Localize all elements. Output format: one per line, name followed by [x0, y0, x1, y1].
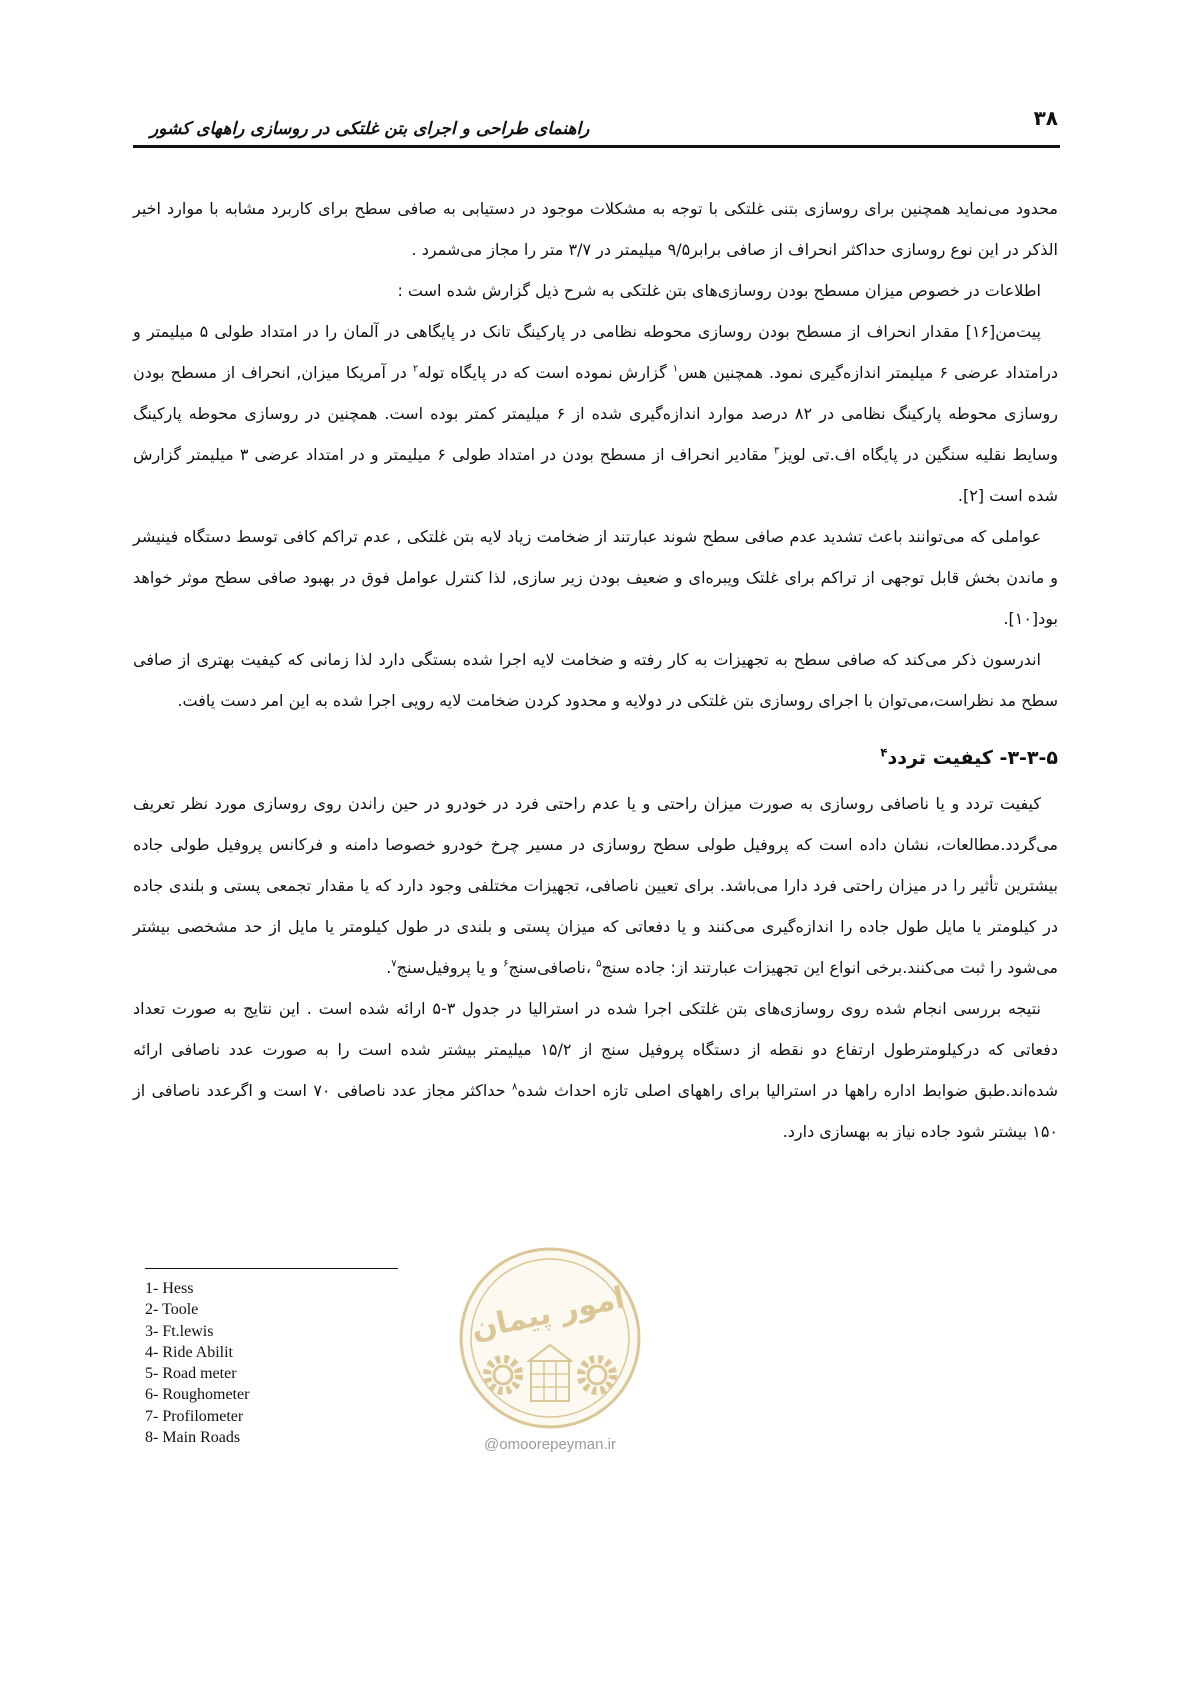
section-heading-text: ۳-۳-۵- کیفیت تردد [887, 747, 1058, 769]
paragraph-ride-quality [133, 783, 1058, 988]
footnote-ref-marker: ۴ [880, 745, 888, 760]
paragraph-text: و یا پروفیل‌سنج [396, 958, 504, 977]
paragraph-text: حداکثر مجاز عدد ناصافی ۷۰ است و اگرعدد ناصافی از ۱۵۰ بیشتر شود جاده نیاز به بهسازی دارد. [133, 1081, 1058, 1141]
paragraph-australia-results [133, 988, 1058, 1152]
footnote-list [145, 1278, 1058, 1448]
paragraph-anderson: اندرسون ذکر می‌کند که صافی سطح به تجهیزات به کار رفته و ضخامت لایه اجرا شده بستگی دارد لذا زمانی که کیفیت بهتری از صافی سطح مد نظراست،می‌توان با اجرای روسازی بتن غلتکی در دولایه و محدود کردن ضخامت لایه رویی اجرا شده به این امر دست یافت. [133, 650, 1058, 710]
paragraph-text: ،ناصافی‌سنج [508, 958, 597, 977]
footnote-item: 7- Profilometer [145, 1407, 244, 1425]
running-title: راهنمای طراحی و اجرای بتن غلتکی در روسازی راههای کشور [150, 119, 590, 139]
footnote-item: 8- Main Roads [145, 1429, 241, 1447]
footnote-item: 6- Roughometer [145, 1386, 250, 1404]
footnote-item: 3- Ft.lewis [145, 1322, 214, 1340]
footnote-ref-marker: ۷ [391, 958, 397, 970]
footnote-ref-marker: ۲ [412, 363, 419, 375]
page-content [133, 188, 1058, 1448]
paragraph-flatness-intro: اطلاعات در خصوص میزان مسطح بودن روسازی‌های بتن غلتکی به شرح ذیل گزارش شده است : [397, 281, 1041, 300]
paragraph-text: نتیجه بررسی انجام شده روی روسازی‌های بتن غلتکی اجرا شده در استرالیا در جدول ۳-۵ ارائه شده است . این نتایج به صورت تعداد دفعاتی که درکیلومترطول ارتفاع دو نقطه از دستگاه پروفیل سنج از ۱۵/۲ میلیمتر بیشتر شده است را به صورت عدد ناصافی ارائه شده‌اند.طبق ضوابط اداره راهها در استرالیا برای راههای اصلی تازه احداث شده [133, 999, 1059, 1100]
paragraph-continued: محدود می‌نماید همچنین برای روسازی بتنی غلتکی با توجه به مشکلات موجود در دستیابی به صافی سطح برای کاربرد مشابه با موارد اخیر الذکر در این نوع روسازی حداکثر انحراف از صافی برابر۹/۵ میلیمتر در ۳/۷ متر را مجاز می‌شمرد . [133, 199, 1058, 259]
footnote-ref-marker: ۱ [672, 363, 679, 375]
paragraph-text: مقادیر انحراف از مسطح بودن در امتداد طولی ۶ میلیمتر و در امتداد عرضی ۳ میلیمتر گزارش شده است [۲]. [133, 445, 1058, 505]
footnote-ref-marker: ۶ [503, 958, 509, 970]
body-text [133, 188, 1058, 1268]
paragraph-roughness-factors: عواملی که می‌توانند باعث تشدید عدم صافی سطح شوند عبارتند از ضخامت زیاد لایه بتن غلتکی , عدم تراکم کافی توسط دستگاه فینیشر و ماندن بخش قابل توجهی از تراکم برای غلتک ویبره‌ای و ضعیف بودن زیر سازی, لذا کنترل عوامل فوق در بهبود صافی سطح موثر خواهد بود[۱۰]. [133, 527, 1058, 628]
section-heading [133, 738, 1058, 779]
paragraph-text: کیفیت تردد و یا ناصافی روسازی به صورت میزان راحتی و یا عدم راحتی فرد در خودرو در حین راندن روی روسازی مورد نظر تعریف می‌گردد.مطالعات، نشان داده است که پروفیل طولی سطح روسازی در مسیر چرخ خودرو خصوصا دامنه و فرکانس پروفیل طولی جاده بیشترین تأثیر را در میزان راحتی فرد دارا می‌باشد. برای تعیین ناصافی، تجهیزات مختلفی وجود دارد که یا مقدار تجمعی پستی و بلندی جاده در کیلومتر یا مایل طول جاده را اندازه‌گیری می‌کنند و یا دفعاتی که میزان پستی و بلندی در طول کیلومتر یا مایل از حد مشخصی بیشتر می‌شود را ثبت می‌کنند.برخی انواع این تجهیزات عبارتند از: جاده سنج [133, 794, 1058, 977]
paragraph-text: پیت‌من[۱۶] مقدار انحراف از مسطح بودن روسازی محوطه نظامی در پارکینگ تانک در پایگاهی در آلمان را در امتداد طولی ۵ میلیمتر و درامتداد عرضی ۶ میلیمتر اندازه‌گیری نمود. همچنین هس [133, 322, 1058, 382]
footnote-item: 2- Toole [145, 1301, 199, 1319]
paragraph-flatness-reports [133, 311, 1058, 516]
paragraph-text: گزارش نموده است که در پایگاه توله [418, 363, 673, 382]
footnote-item: 5- Road meter [145, 1365, 237, 1383]
paragraph-text: در آمریکا میزان, انحراف از مسطح بودن روسازی محوطه پارکینگ نظامی در ۸۲ درصد موارد اندازه‌گیری شده از ۶ میلیمتر کمتر بوده است. همچنین در روسازی محوطه پارکینگ وسایط نقلیه سنگین در پایگاه اف.تی لویز [133, 363, 1059, 464]
logo-lettering: امور پیمان [468, 1280, 628, 1348]
footnote-separator [145, 1268, 398, 1269]
footnote-ref-marker: ۵ [596, 958, 602, 970]
running-header [133, 98, 1060, 148]
paragraph-text: . [386, 958, 392, 977]
footnote-item: 1- Hess [145, 1280, 194, 1297]
watermark-website: @omoorepeyman.ir [484, 1436, 616, 1453]
footnote-item: 4- Ride Abilit [145, 1343, 233, 1361]
page-number: ۳۸ [1033, 106, 1058, 130]
footnote-ref-marker: ۳ [773, 445, 780, 457]
footnotes [133, 1268, 1058, 1448]
footnote-ref-marker: ۸ [512, 1081, 518, 1093]
